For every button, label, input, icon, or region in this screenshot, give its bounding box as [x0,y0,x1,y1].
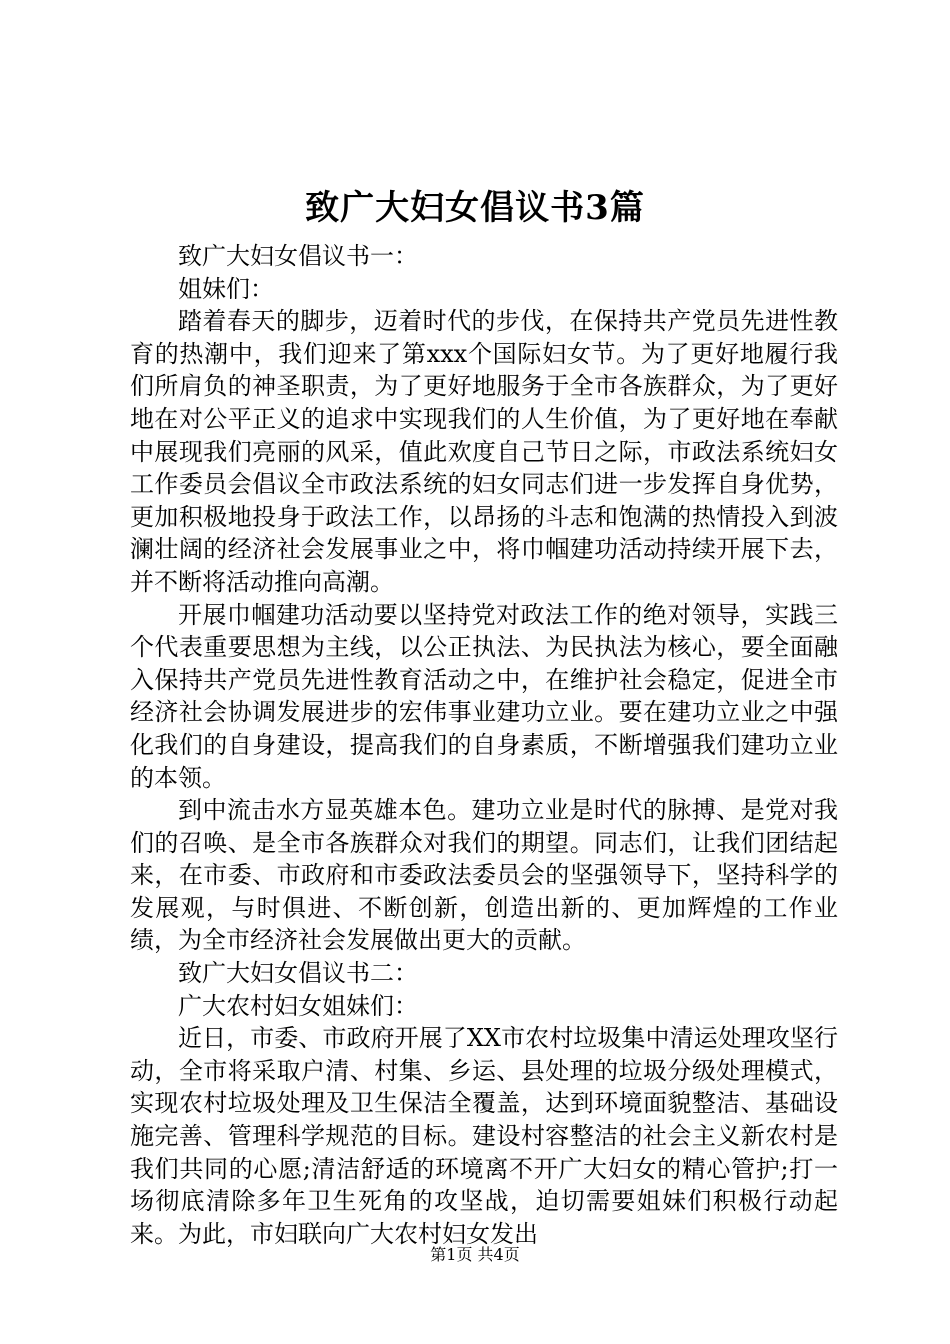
page-number-footer: 第1页 共4页 [430,1245,520,1264]
document-title: 致广大妇女倡议书3篇 [305,188,645,228]
paragraph: 踏着春天的脚步，迈着时代的步伐，在保持共产党员先进性教育的热潮中，我们迎来了第xxx个国际妇女节。为了更好地履行我们所肩负的神圣职责，为了更好地服务于全市各族群众，为了更好地在对公平正义的追求中实现我们的人生价值，为了更好地在奉献中展现我们亮丽的风采，值此欢度自己节日之际，市政法系统妇女工作委员会倡议全市政法系统的妇女同志们进一步发挥自身优势，更加积极地投身于政法工作，以昂扬的斗志和饱满的热情投入到波澜壮阔的经济社会发展事业之中，将巾帼建功活动持续开展下去，并不断将活动推向高潮。 [130,307,838,596]
paragraph: 近日，市委、市政府开展了XX市农村垃圾集中清运处理攻坚行动，全市将采取户清、村集、乡运、县处理的垃圾分级处理模式，实现农村垃圾处理及卫生保洁全覆盖，达到环境面貌整洁、基础设施完善、管理科学规范的目标。建设村容整洁的社会主义新农村是我们共同的心愿;清洁舒适的环境离不开广大妇女的精心管护;打一场彻底清除多年卫生死角的攻坚战，迫切需要姐妹们积极行动起来。为此，市妇联向广大农村妇女发出 [130,1024,838,1248]
paragraph: 开展巾帼建功活动要以坚持党对政法工作的绝对领导，实践三个代表重要思想为主线，以公正执法、为民执法为核心，要全面融入保持共产党员先进性教育活动之中，在维护社会稳定，促进全市经济社会协调发展进步的宏伟事业建功立业。要在建功立业之中强化我们的自身建设，提高我们的自身素质，不断增强我们建功立业的本领。 [130,600,838,792]
paragraph: 到中流击水方显英雄本色。建功立业是时代的脉搏、是党对我们的召唤、是全市各族群众对我们的期望。同志们，让我们团结起来，在市委、市政府和市委政法委员会的坚强领导下，坚持科学的发展观，与时俱进、不断创新，创造出新的、更加辉煌的工作业绩，为全市经济社会发展做出更大的贡献。 [130,796,838,955]
document-body [130,240,838,1250]
paragraph-salutation-one: 姐妹们： [178,274,274,303]
paragraph-heading-one: 致广大妇女倡议书一： [178,242,418,270]
paragraph-salutation-two: 广大农村妇女姐妹们： [178,991,418,1020]
paragraph-heading-two: 致广大妇女倡议书二： [178,959,418,988]
